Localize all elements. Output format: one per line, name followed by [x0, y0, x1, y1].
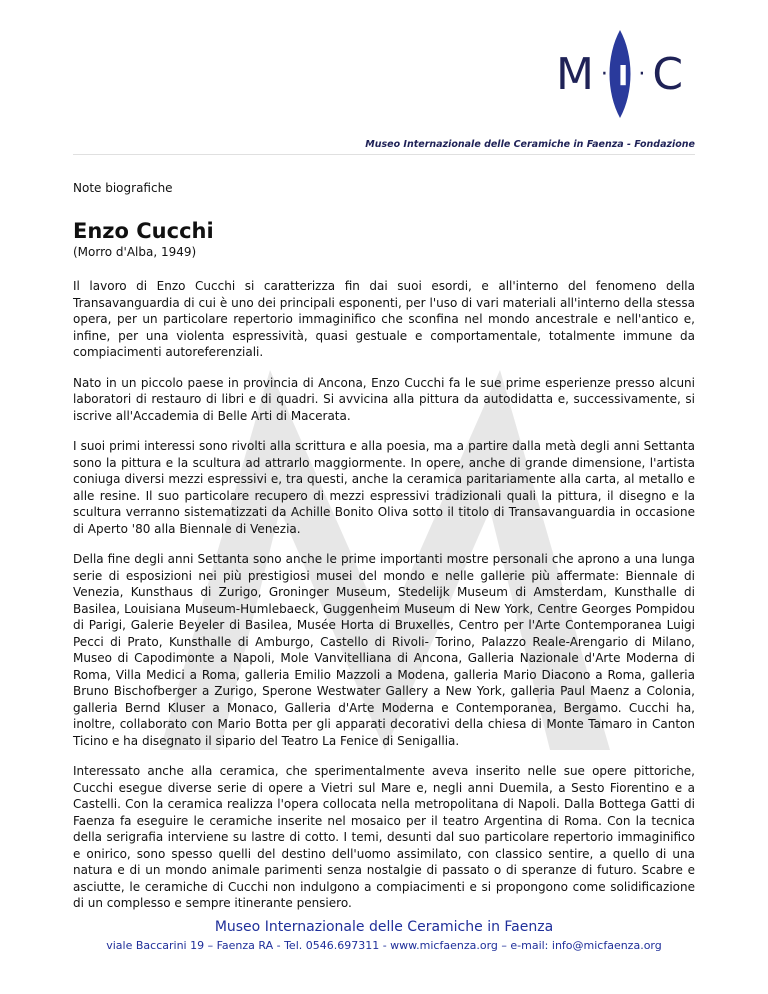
logo-letter-c: C [652, 48, 685, 100]
artist-name: Enzo Cucchi [73, 219, 214, 243]
artist-dates: (Morro d'Alba, 1949) [73, 245, 197, 259]
section-label: Note biografiche [73, 181, 173, 195]
footer-contact: viale Baccarini 19 – Faenza RA - Tel. 0546.697311 - www.micfaenza.org – e-mail: info@micfaenza.org [106, 939, 662, 952]
logo-dot-left: · [600, 61, 609, 87]
biography-paragraph: Interessato anche alla ceramica, che sperimentalmente aveva inserito nelle sue opere pittoriche, Cucchi esegue diverse serie di opere a Vietri sul Mare e, negli anni Duemila, a Sesto Fiorentino e a Castelli. Con la ceramica realizza l'opera collocata nella metropolitana di Napoli. Dalla Bottega Gatti di Faenza fa eseguire le ceramiche inserite nel mosaico per il teatro Argentina di Roma. Con la tecnica della serigrafia interviene su lastre di cotto. I temi, desunti dal suo particolare repertorio immaginifico e onirico, sono spesso quelli del destino dell'uomo assimilato, con classico sentire, a quello di una natura e di un mondo animale parimenti senza nostalgie di passato o di speranze di futuro. Scabre e asciutte, le ceramiche di Cucchi non indulgono a compiacimenti e si propongono come solidificazione di un complesso e sempre itinerante pensiero. [73, 764, 695, 910]
document-body [73, 180, 695, 926]
logo-letter-m: M [555, 48, 595, 100]
footer-title: Museo Internazionale delle Ceramiche in Faenza [214, 919, 554, 935]
biography-paragraph: Nato in un piccolo paese in provincia di Ancona, Enzo Cucchi fa le sue prime esperienze presso alcuni laboratori di restauro di libri e di quadri. Si avvicina alla pittura da autodidatta e, successivamente, si iscrive all'Accademia di Belle Arti di Macerata. [73, 375, 695, 423]
biography-paragraph: Il lavoro di Enzo Cucchi si caratterizza fin dai suoi esordi, e all'interno del fenomeno della Transavanguardia di cui è uno dei principali esponenti, per l'uso di vari materiali all'interno della stessa opera, per un particolare repertorio immaginifico che sconfina nel mondo ancestrale e nell'antico e, infine, per una violenta espressività, quasi gestuale e comportamentale, totalmente immune da compiacimenti autoreferenziali. [73, 279, 695, 359]
header-divider [73, 154, 695, 155]
logo-wordmark [545, 44, 695, 104]
biography-paragraph: Della fine degli anni Settanta sono anche le prime importanti mostre personali che aprono a una lunga serie di esposizioni nei più prestigiosi musei del mondo e nelle gallerie più affermate: Biennale di Venezia, Kunsthaus di Zurigo, Groninger Museum, Stedelijk Museum di Amsterdam, Kunsthalle di Basilea, Louisiana Museum-Humlebaeck, Guggenheim Museum di New York, Centre Georges Pompidou di Parigi, Galerie Beyeler di Basilea, Musée Horta di Bruxelles, Centro per l'Arte Contemporanea Luigi Pecci di Prato, Kunsthalle di Amburgo, Castello di Rivoli- Torino, Palazzo Reale-Arengario di Milano, Museo di Capodimonte a Napoli, Mole Vanvitelliana di Ancona, Galleria Nazionale d'Arte Moderna di Roma, Villa Medici a Roma, galleria Emilio Mazzoli a Modena, galleria Mario Diacono a Roma, galleria Bruno Bischofberger a Zurigo, Sperone Westwater Gallery a New York, galleria Paul Maenz a Colonia, galleria Bernd Kluser a Monaco, Galleria d'Arte Moderna e Contemporanea, Bergamo. Cucchi ha, inoltre, collaborato con Mario Botta per gli apparati decorativi della chiesa di Monte Tamaro in Canton Ticino e ha disegnato il sipario del Teatro La Fenice di Senigallia. [73, 552, 695, 748]
logo-dot-right: · [638, 61, 647, 87]
logo-letter-i: I [617, 58, 630, 92]
mic-logo [545, 30, 695, 118]
page-footer [0, 918, 768, 954]
museum-subtitle: Museo Internazionale delle Ceramiche in Faenza - Fondazione [365, 139, 695, 150]
biography-paragraph: I suoi primi interessi sono rivolti alla scrittura e alla poesia, ma a partire dalla metà degli anni Settanta sono la pittura e la scultura ad attrarlo maggiormente. In opere, anche di grande dimensione, l'artista coniuga diversi mezzi espressivi e, tra questi, anche la ceramica paritariamente alla carta, al metallo e alle resine. Il suo particolare recupero di mezzi espressivi tradizionali quali la pittura, il disegno e la scultura verranno sistematizzati da Achille Bonito Oliva sotto il titolo di Transavanguardia in occasione di Aperto '80 alla Biennale di Venezia. [73, 439, 695, 536]
